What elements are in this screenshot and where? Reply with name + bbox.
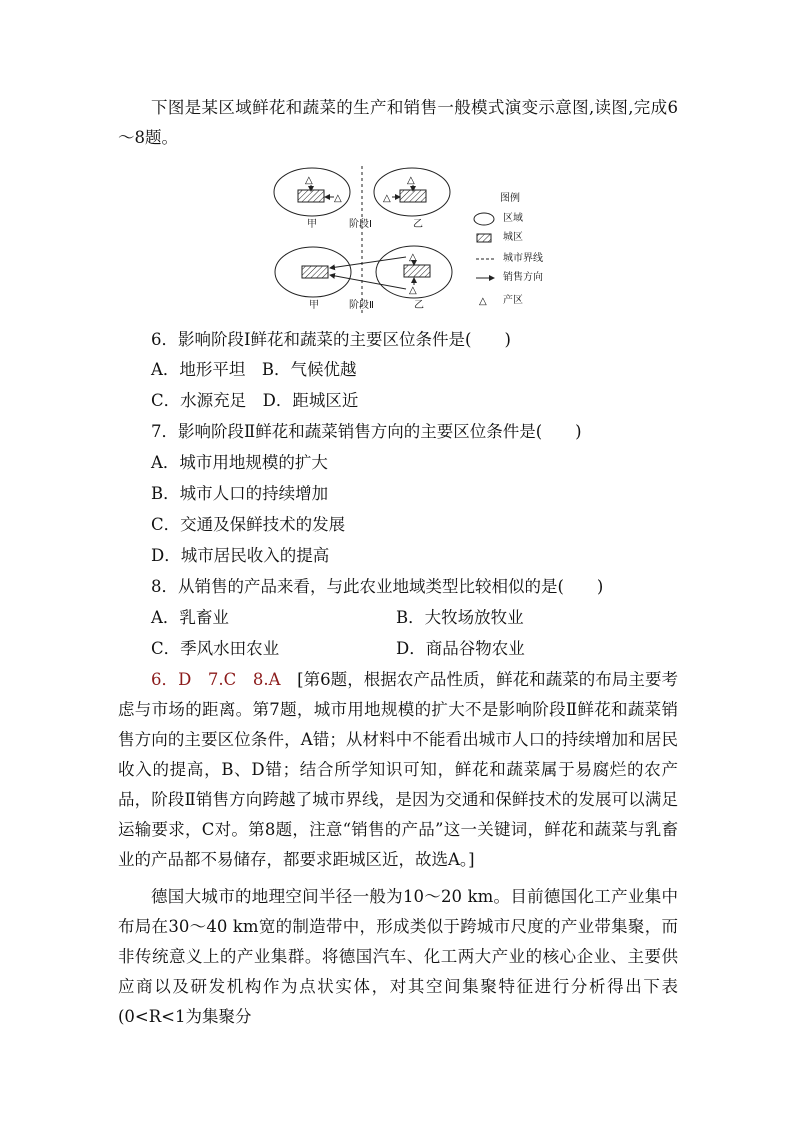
question-6-options-1: A．地形平坦 B．气候优越 — [151, 360, 357, 379]
diagram — [0, 0, 794, 330]
stage1-jia-region — [274, 168, 350, 216]
production-icon: △ — [409, 285, 417, 296]
question-7-stem: 7．影响阶段Ⅱ鲜花和蔬菜销售方向的主要区位条件是( ) — [151, 422, 582, 441]
question-7-option-a: A．城市用地规模的扩大 — [151, 453, 328, 472]
production-icon: △ — [407, 175, 415, 186]
intro-text: 下图是某区域鲜花和蔬菜的生产和销售一般模式演变示意图,读图,完成6～8题。 — [118, 98, 678, 147]
question-7-option-c: C．交通及保鲜技术的发展 — [151, 515, 346, 534]
answer-explanation: [第6题，根据农产品性质，鲜花和蔬菜的布局主要考虑与市场的距离。第7题，城市用地规模的扩大不是影响阶段Ⅱ鲜花和蔬菜销售方向的主要区位条件，A错；从材料中不能看出城市人口的持续增加和居民收入的提高，B、D错；结合所学知识可知，鲜花和蔬菜属于易腐烂的农产品，阶段Ⅱ销售方向跨越了城市界线，是因为交通和保鲜技术的发展可以满足运输要求，C对。第8题，注意“销售的产品”这一关键词，鲜花和蔬菜与乳畜业的产品都不易储存，都要求距城区近，故选A。] — [118, 670, 679, 869]
question-8-option-b: B．大牧场放牧业 — [396, 608, 524, 627]
question-7-option-b: B．城市人口的持续增加 — [151, 484, 329, 503]
answer-key: 6．D 7.C 8.A — [151, 670, 281, 689]
label-yi-1: 乙 — [413, 219, 423, 230]
production-icon: △ — [334, 193, 342, 204]
legend-direction: 销售方向 — [503, 272, 543, 283]
answer-block — [118, 665, 678, 875]
question-6-options-2: C．水源充足 D．距城区近 — [151, 391, 359, 410]
label-stage2: 阶段Ⅱ — [349, 300, 374, 311]
legend-production-icon: △ — [479, 296, 487, 307]
question-8-stem: 8．从销售的产品来看，与此农业地域类型比较相似的是( ) — [151, 577, 604, 596]
question-8-option-a: A．乳畜业 — [151, 608, 229, 627]
question-8-option-d: D．商品谷物农业 — [396, 639, 525, 658]
label-yi-2: 乙 — [414, 300, 424, 311]
label-stage1: 阶段Ⅰ — [349, 219, 372, 230]
stage1-yi-region — [374, 168, 450, 216]
question-7-option-d: D．城市居民收入的提高 — [151, 546, 330, 565]
question-6-stem: 6．影响阶段Ⅰ鲜花和蔬菜的主要区位条件是( ) — [151, 330, 511, 349]
stage2-yi-region — [330, 246, 452, 298]
label-jia-2: 甲 — [309, 300, 319, 311]
legend-production: 产区 — [503, 295, 523, 306]
stage2-jia-region — [275, 247, 351, 297]
production-icon: △ — [409, 252, 417, 263]
legend — [474, 213, 494, 307]
passage-text: 德国大城市的地理空间半径一般为10～20 km。目前德国化工产业集中布局在30～40 km宽的制造带中，形成类似于跨城市尺度的产业带集聚，而非传统意义上的产业集群。将德国汽车、化工两大产业的核心企业、主要供应商以及研发机构作为点状实体，对其空间集聚特征进行分析得出下表(0<R<1为集聚分 — [118, 887, 678, 1026]
legend-region: 区域 — [503, 213, 523, 224]
legend-boundary: 城市界线 — [503, 253, 543, 264]
question-8-option-c: C．季风水田农业 — [151, 639, 280, 658]
legend-title: 图例 — [500, 193, 520, 204]
production-icon: △ — [305, 175, 313, 186]
label-jia-1: 甲 — [307, 219, 317, 230]
legend-city: 城区 — [503, 232, 523, 243]
production-icon: △ — [383, 193, 391, 204]
